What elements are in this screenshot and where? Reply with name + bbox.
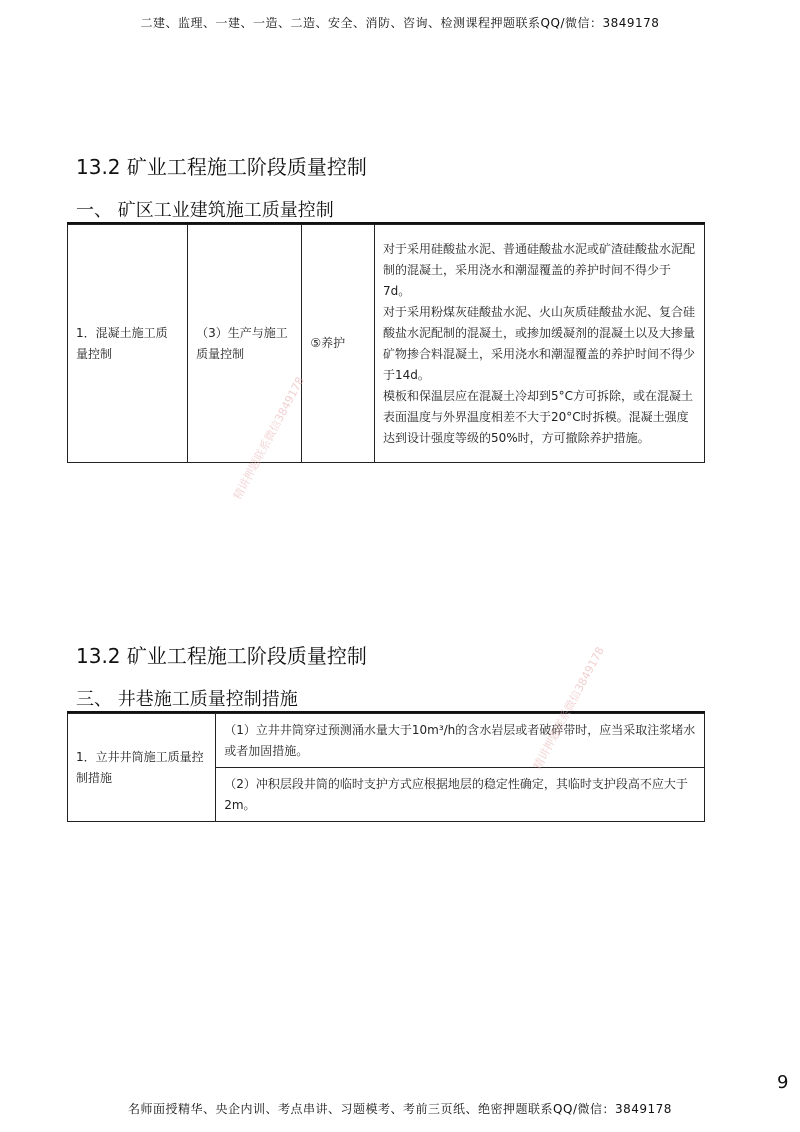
table-row [68,714,705,768]
section2-title: 13.2 矿业工程施工阶段质量控制 [76,644,367,668]
table1-category-cell: 1．混凝土施工质量控制 [68,225,188,463]
section1-title: 13.2 矿业工程施工阶段质量控制 [76,155,367,179]
section1-subtitle: 一、 矿区工业建筑施工质量控制 [76,196,340,224]
table2-measure-cell-2: （2）冲积层段井筒的临时支护方式应根据地层的稳定性确定，其临时支护段高不应大于2m。 [216,768,705,822]
footer-banner: 名师面授精华、央企内训、考点串讲、习题模考、考前三页纸、绝密押题联系QQ/微信：3849178 [128,1102,672,1116]
table1-content-paragraph-1: 对于采用硅酸盐水泥、普通硅酸盐水泥或矿渣硅酸盐水泥配制的混凝土，采用浇水和潮湿覆盖的养护时间不得少于7d。 [382,241,695,298]
table-row [68,225,705,463]
watermark-1: 精讲押题联系微信3849178 [231,374,307,502]
section2-subtitle: 三、 井巷施工质量控制措施 [76,685,304,713]
table1-subcategory-cell: （3）生产与施工质量控制 [188,225,302,463]
table2-category-cell: 1．立井井筒施工质量控制措施 [68,714,216,822]
table1-content-cell [374,225,704,463]
page-number: 9 [777,1072,789,1093]
watermark-2: 精讲押题联系微信3849178 [531,644,607,772]
table2-measure-cell-1: （1）立井井筒穿过预测涌水量大于10m³/h的含水岩层或者破碎带时，应当采取注浆堵水或者加固措施。 [216,714,705,768]
quality-control-table-1 [67,224,705,463]
header-banner: 二建、监理、一建、一造、二造、安全、消防、咨询、检测课程押题联系QQ/微信：3849178 [140,16,660,30]
table1-item-cell: ⑤养护 [302,225,375,463]
table1-content-paragraph-3: 模板和保温层应在混凝土冷却到5°C方可拆除，或在混凝土表面温度与外界温度相差不大于20°C时拆模。混凝土强度达到设计强度等级的50%时，方可撤除养护措施。 [382,388,693,445]
quality-control-table-2 [67,713,705,822]
table1-content-paragraph-2: 对于采用粉煤灰硅酸盐水泥、火山灰质硅酸盐水泥、复合硅酸盐水泥配制的混凝土，或掺加缓凝剂的混凝土以及大掺量矿物掺合料混凝土，采用浇水和潮湿覆盖的养护时间不得少于14d。 [382,304,695,382]
